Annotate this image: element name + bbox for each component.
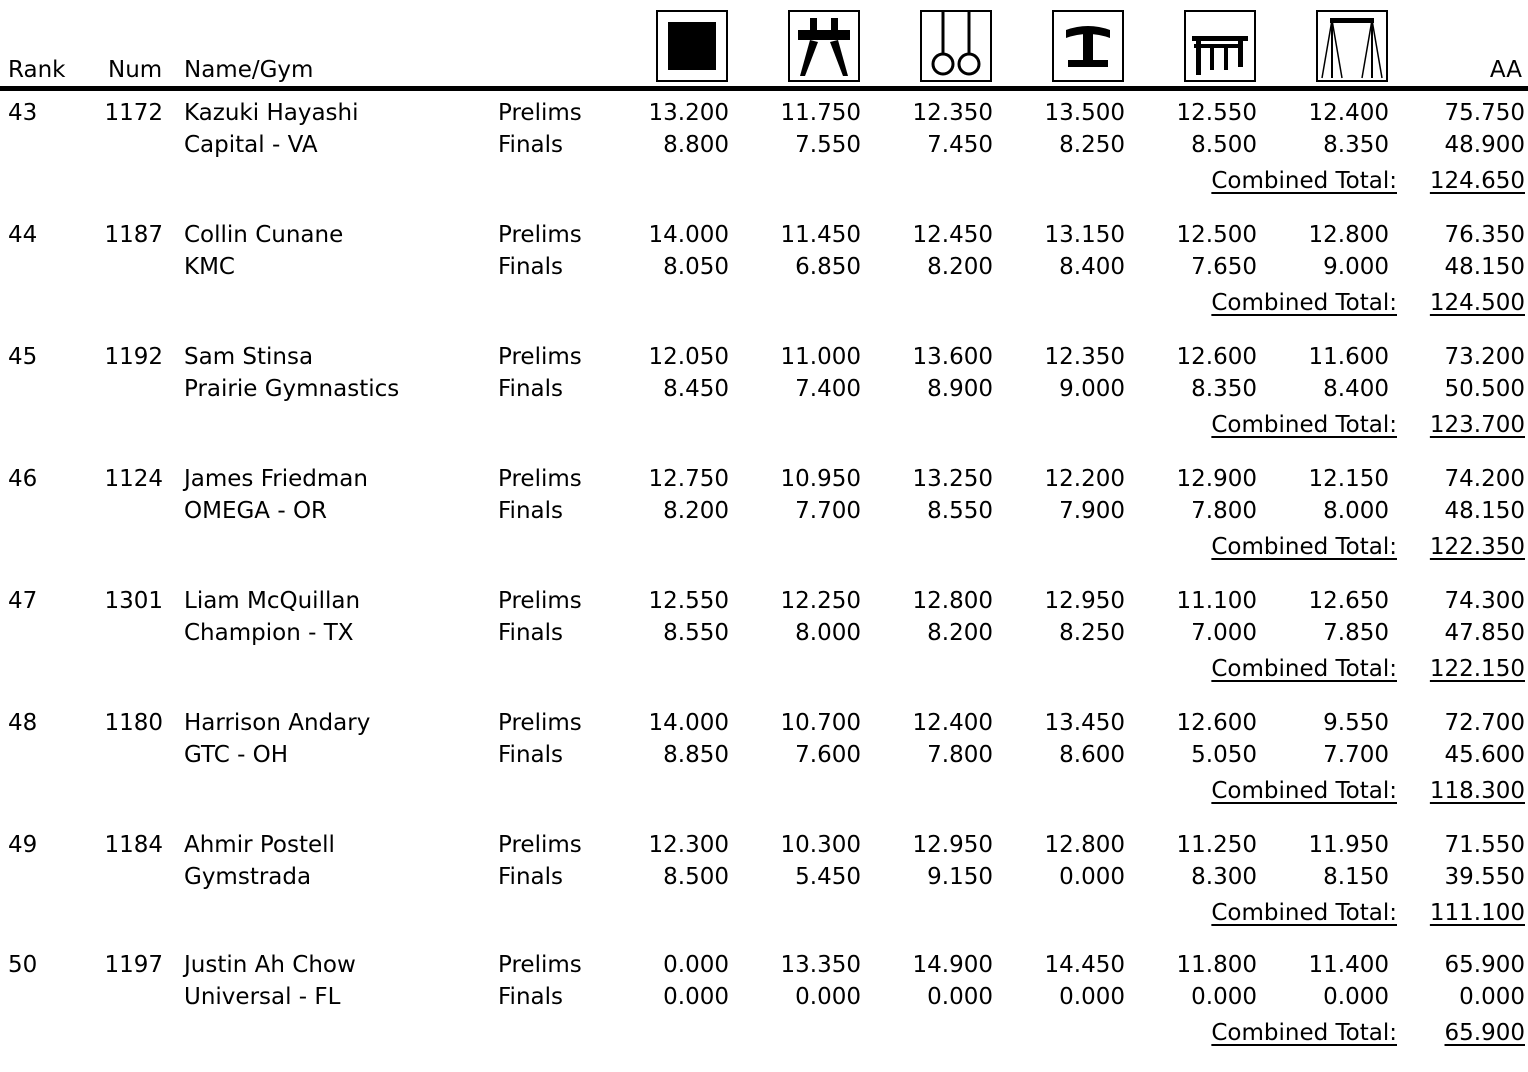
prelims-pommel-score: 11.750 <box>780 100 861 126</box>
finals-aa-score: 48.150 <box>1444 498 1525 524</box>
session-label-finals: Finals <box>498 254 563 280</box>
combined-total-label: Combined Total: <box>1211 412 1397 438</box>
finals-pommel-score: 7.600 <box>795 742 861 768</box>
combined-total-label: Combined Total: <box>1211 656 1397 682</box>
finals-vault-score: 8.600 <box>1059 742 1125 768</box>
combined-total-label: Combined Total: <box>1211 168 1397 194</box>
finals-pbars-score: 7.650 <box>1191 254 1257 280</box>
prelims-floor-score: 12.300 <box>648 832 729 858</box>
athlete-row <box>0 708 1528 830</box>
finals-aa-score: 48.150 <box>1444 254 1525 280</box>
prelims-rings-score: 12.450 <box>912 222 993 248</box>
combined-total-value: 123.700 <box>1429 412 1525 438</box>
gym-name: Universal - FL <box>184 984 341 1010</box>
finals-pommel-score: 0.000 <box>795 984 861 1010</box>
athlete-row <box>0 586 1528 708</box>
name-gym-header: Name/Gym <box>184 57 314 83</box>
session-label-finals: Finals <box>498 742 563 768</box>
prelims-rings-score: 13.600 <box>912 344 993 370</box>
combined-total-value: 118.300 <box>1429 778 1525 804</box>
prelims-vault-score: 13.150 <box>1044 222 1125 248</box>
finals-rings-score: 8.550 <box>927 498 993 524</box>
combined-total-value: 122.150 <box>1429 656 1525 682</box>
vault-icon <box>1052 10 1124 82</box>
finals-hbar-score: 9.000 <box>1323 254 1389 280</box>
rank-cell: 43 <box>8 100 38 126</box>
athlete-name: Harrison Andary <box>184 710 371 736</box>
prelims-hbar-score: 11.600 <box>1308 344 1389 370</box>
finals-vault-score: 0.000 <box>1059 984 1125 1010</box>
header-rule <box>0 86 1528 91</box>
prelims-pommel-score: 10.700 <box>780 710 861 736</box>
num-cell: 1180 <box>104 710 163 736</box>
session-label-finals: Finals <box>498 984 563 1010</box>
prelims-pbars-score: 12.600 <box>1176 344 1257 370</box>
session-label-prelims: Prelims <box>498 344 582 370</box>
prelims-pommel-score: 10.300 <box>780 832 861 858</box>
finals-vault-score: 7.900 <box>1059 498 1125 524</box>
gym-name: KMC <box>184 254 235 280</box>
rank-cell: 49 <box>8 832 38 858</box>
pommel-horse-icon <box>788 10 860 82</box>
athlete-row <box>0 464 1528 586</box>
prelims-hbar-score: 12.800 <box>1308 222 1389 248</box>
prelims-pbars-score: 12.550 <box>1176 100 1257 126</box>
rank-cell: 45 <box>8 344 38 370</box>
athlete-name: Ahmir Postell <box>184 832 335 858</box>
finals-floor-score: 8.500 <box>663 864 729 890</box>
session-label-finals: Finals <box>498 620 563 646</box>
prelims-aa-score: 75.750 <box>1444 100 1525 126</box>
session-label-finals: Finals <box>498 864 563 890</box>
rank-cell: 48 <box>8 710 38 736</box>
prelims-vault-score: 13.450 <box>1044 710 1125 736</box>
num-cell: 1187 <box>104 222 163 248</box>
prelims-floor-score: 12.750 <box>648 466 729 492</box>
prelims-floor-score: 14.000 <box>648 710 729 736</box>
session-label-prelims: Prelims <box>498 588 582 614</box>
combined-total-label: Combined Total: <box>1211 290 1397 316</box>
athlete-name: Justin Ah Chow <box>184 952 356 978</box>
session-label-prelims: Prelims <box>498 832 582 858</box>
prelims-floor-score: 12.550 <box>648 588 729 614</box>
combined-total-value: 124.650 <box>1429 168 1525 194</box>
prelims-hbar-score: 12.400 <box>1308 100 1389 126</box>
finals-rings-score: 0.000 <box>927 984 993 1010</box>
finals-pbars-score: 8.300 <box>1191 864 1257 890</box>
num-cell: 1124 <box>104 466 163 492</box>
finals-aa-score: 50.500 <box>1444 376 1525 402</box>
finals-vault-score: 8.400 <box>1059 254 1125 280</box>
finals-floor-score: 8.800 <box>663 132 729 158</box>
num-cell: 1192 <box>104 344 163 370</box>
prelims-vault-score: 12.800 <box>1044 832 1125 858</box>
finals-rings-score: 7.800 <box>927 742 993 768</box>
finals-vault-score: 8.250 <box>1059 620 1125 646</box>
prelims-aa-score: 71.550 <box>1444 832 1525 858</box>
still-rings-icon <box>920 10 992 82</box>
combined-total-value: 111.100 <box>1429 900 1525 926</box>
high-bar-icon <box>1316 10 1388 82</box>
num-cell: 1197 <box>104 952 163 978</box>
combined-total-label: Combined Total: <box>1211 534 1397 560</box>
finals-hbar-score: 8.000 <box>1323 498 1389 524</box>
athlete-name: Collin Cunane <box>184 222 344 248</box>
athlete-row <box>0 220 1528 342</box>
finals-pommel-score: 5.450 <box>795 864 861 890</box>
prelims-hbar-score: 11.400 <box>1308 952 1389 978</box>
prelims-floor-score: 12.050 <box>648 344 729 370</box>
num-cell: 1172 <box>104 100 163 126</box>
session-label-prelims: Prelims <box>498 466 582 492</box>
athlete-name: Sam Stinsa <box>184 344 314 370</box>
finals-hbar-score: 8.150 <box>1323 864 1389 890</box>
finals-hbar-score: 8.400 <box>1323 376 1389 402</box>
prelims-floor-score: 13.200 <box>648 100 729 126</box>
floor-exercise-icon <box>656 10 728 82</box>
finals-rings-score: 7.450 <box>927 132 993 158</box>
session-label-prelims: Prelims <box>498 222 582 248</box>
session-label-prelims: Prelims <box>498 100 582 126</box>
prelims-floor-score: 0.000 <box>663 952 729 978</box>
prelims-pbars-score: 11.800 <box>1176 952 1257 978</box>
athlete-name: Liam McQuillan <box>184 588 361 614</box>
prelims-rings-score: 12.350 <box>912 100 993 126</box>
rank-cell: 47 <box>8 588 38 614</box>
prelims-pbars-score: 12.500 <box>1176 222 1257 248</box>
finals-aa-score: 48.900 <box>1444 132 1525 158</box>
num-header: Num <box>108 57 163 83</box>
prelims-hbar-score: 12.150 <box>1308 466 1389 492</box>
finals-pbars-score: 8.350 <box>1191 376 1257 402</box>
finals-aa-score: 0.000 <box>1459 984 1525 1010</box>
finals-pommel-score: 6.850 <box>795 254 861 280</box>
parallel-bars-icon <box>1184 10 1256 82</box>
athlete-row <box>0 98 1528 220</box>
finals-hbar-score: 7.850 <box>1323 620 1389 646</box>
prelims-rings-score: 12.950 <box>912 832 993 858</box>
aa-header: AA <box>1489 57 1522 83</box>
prelims-pbars-score: 11.100 <box>1176 588 1257 614</box>
prelims-rings-score: 12.800 <box>912 588 993 614</box>
prelims-aa-score: 72.700 <box>1444 710 1525 736</box>
prelims-pommel-score: 10.950 <box>780 466 861 492</box>
combined-total-label: Combined Total: <box>1211 1020 1397 1046</box>
finals-floor-score: 8.050 <box>663 254 729 280</box>
combined-total-value: 65.900 <box>1444 1020 1525 1046</box>
prelims-hbar-score: 11.950 <box>1308 832 1389 858</box>
athlete-row <box>0 342 1528 464</box>
finals-aa-score: 39.550 <box>1444 864 1525 890</box>
finals-vault-score: 0.000 <box>1059 864 1125 890</box>
finals-vault-score: 9.000 <box>1059 376 1125 402</box>
finals-rings-score: 8.900 <box>927 376 993 402</box>
prelims-hbar-score: 9.550 <box>1323 710 1389 736</box>
prelims-pbars-score: 12.900 <box>1176 466 1257 492</box>
prelims-rings-score: 13.250 <box>912 466 993 492</box>
num-cell: 1301 <box>104 588 163 614</box>
rank-cell: 46 <box>8 466 38 492</box>
combined-total-label: Combined Total: <box>1211 900 1397 926</box>
prelims-pbars-score: 11.250 <box>1176 832 1257 858</box>
athlete-name: Kazuki Hayashi <box>184 100 359 126</box>
gym-name: Prairie Gymnastics <box>184 376 400 402</box>
prelims-vault-score: 14.450 <box>1044 952 1125 978</box>
num-cell: 1184 <box>104 832 163 858</box>
prelims-vault-score: 12.950 <box>1044 588 1125 614</box>
prelims-pbars-score: 12.600 <box>1176 710 1257 736</box>
athlete-row <box>0 950 1528 1072</box>
gym-name: Gymstrada <box>184 864 312 890</box>
finals-pommel-score: 8.000 <box>795 620 861 646</box>
finals-rings-score: 8.200 <box>927 254 993 280</box>
gym-name: Champion - TX <box>184 620 354 646</box>
finals-aa-score: 45.600 <box>1444 742 1525 768</box>
gym-name: OMEGA - OR <box>184 498 328 524</box>
prelims-aa-score: 73.200 <box>1444 344 1525 370</box>
finals-floor-score: 8.200 <box>663 498 729 524</box>
prelims-aa-score: 65.900 <box>1444 952 1525 978</box>
finals-aa-score: 47.850 <box>1444 620 1525 646</box>
prelims-aa-score: 76.350 <box>1444 222 1525 248</box>
gym-name: Capital - VA <box>184 132 318 158</box>
prelims-pommel-score: 11.000 <box>780 344 861 370</box>
finals-rings-score: 9.150 <box>927 864 993 890</box>
combined-total-label: Combined Total: <box>1211 778 1397 804</box>
prelims-rings-score: 12.400 <box>912 710 993 736</box>
combined-total-value: 122.350 <box>1429 534 1525 560</box>
prelims-rings-score: 14.900 <box>912 952 993 978</box>
session-label-finals: Finals <box>498 498 563 524</box>
finals-hbar-score: 8.350 <box>1323 132 1389 158</box>
session-label-prelims: Prelims <box>498 710 582 736</box>
prelims-vault-score: 12.200 <box>1044 466 1125 492</box>
prelims-aa-score: 74.300 <box>1444 588 1525 614</box>
finals-floor-score: 8.850 <box>663 742 729 768</box>
finals-pbars-score: 0.000 <box>1191 984 1257 1010</box>
prelims-pommel-score: 13.350 <box>780 952 861 978</box>
rank-header: Rank <box>8 57 66 83</box>
finals-floor-score: 8.550 <box>663 620 729 646</box>
finals-pommel-score: 7.700 <box>795 498 861 524</box>
finals-rings-score: 8.200 <box>927 620 993 646</box>
rank-cell: 50 <box>8 952 38 978</box>
finals-floor-score: 8.450 <box>663 376 729 402</box>
athlete-row <box>0 830 1528 952</box>
athlete-name: James Friedman <box>184 466 368 492</box>
session-label-prelims: Prelims <box>498 952 582 978</box>
finals-vault-score: 8.250 <box>1059 132 1125 158</box>
prelims-floor-score: 14.000 <box>648 222 729 248</box>
finals-pbars-score: 5.050 <box>1191 742 1257 768</box>
prelims-vault-score: 12.350 <box>1044 344 1125 370</box>
session-label-finals: Finals <box>498 376 563 402</box>
finals-pbars-score: 7.800 <box>1191 498 1257 524</box>
combined-total-value: 124.500 <box>1429 290 1525 316</box>
finals-floor-score: 0.000 <box>663 984 729 1010</box>
finals-hbar-score: 0.000 <box>1323 984 1389 1010</box>
prelims-pommel-score: 11.450 <box>780 222 861 248</box>
finals-pbars-score: 8.500 <box>1191 132 1257 158</box>
finals-pommel-score: 7.400 <box>795 376 861 402</box>
session-label-finals: Finals <box>498 132 563 158</box>
prelims-hbar-score: 12.650 <box>1308 588 1389 614</box>
finals-pbars-score: 7.000 <box>1191 620 1257 646</box>
finals-pommel-score: 7.550 <box>795 132 861 158</box>
prelims-aa-score: 74.200 <box>1444 466 1525 492</box>
finals-hbar-score: 7.700 <box>1323 742 1389 768</box>
prelims-vault-score: 13.500 <box>1044 100 1125 126</box>
rank-cell: 44 <box>8 222 38 248</box>
prelims-pommel-score: 12.250 <box>780 588 861 614</box>
gym-name: GTC - OH <box>184 742 289 768</box>
